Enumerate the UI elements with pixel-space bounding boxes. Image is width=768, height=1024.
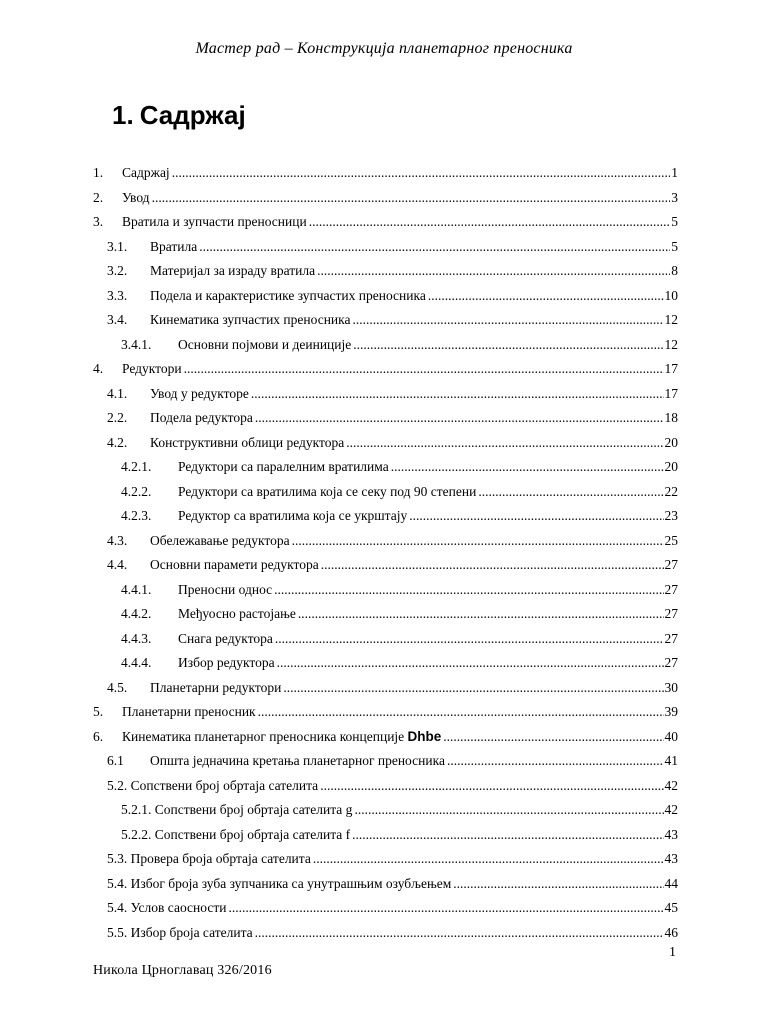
toc-entry[interactable] (0, 161, 768, 186)
toc-dot-leader (443, 725, 663, 750)
toc-dot-leader (391, 455, 664, 480)
toc-entry-number: 3.2. (107, 263, 128, 278)
toc-entry-page: 42 (664, 777, 678, 793)
toc-entry-line (121, 798, 678, 823)
toc-entry-label (150, 749, 445, 774)
toc-entry[interactable] (0, 480, 768, 505)
toc-entry-label (150, 529, 290, 554)
toc-entry-label (150, 259, 315, 284)
toc-entry[interactable] (0, 553, 768, 578)
toc-entry[interactable] (0, 676, 768, 701)
toc-entry-label (107, 896, 226, 921)
toc-entry-page: 43 (664, 826, 678, 842)
toc-entry-label-text: Планетарни редуктори (150, 679, 282, 695)
toc-entry-label-text: Редуктори са вратилима која се секу под 90 степени (178, 483, 477, 499)
toc-entry-label-text: Снага редуктора (178, 630, 273, 646)
toc-entry-line (178, 602, 678, 627)
toc-entry-label (178, 578, 272, 603)
toc-entry-label-text: Конструктивни облици редуктора (150, 434, 345, 450)
toc-entry-page: 41 (664, 753, 678, 768)
table-of-contents (0, 161, 768, 945)
toc-entry-label (122, 725, 441, 750)
toc-entry-label (150, 284, 426, 309)
toc-entry-line (150, 406, 678, 431)
toc-dot-leader (346, 431, 663, 456)
toc-entry-label-text: Кинематика зупчастих преносника (150, 312, 351, 327)
footer-author: Никола Црноглавац 326/2016 (93, 963, 272, 978)
toc-entry[interactable] (0, 749, 768, 774)
toc-entry-line (178, 504, 678, 529)
toc-entry-label (122, 357, 182, 382)
toc-entry[interactable] (0, 406, 768, 431)
toc-entry-page: 8 (671, 263, 678, 278)
toc-dot-leader (172, 161, 671, 186)
toc-entry-label-text: 5.4. Услов саосности (107, 900, 227, 915)
toc-entry-line (122, 161, 678, 186)
toc-dot-leader (152, 186, 671, 211)
toc-entry[interactable] (0, 872, 768, 897)
toc-entry-label (121, 798, 352, 823)
toc-dot-leader (292, 529, 664, 554)
toc-entry-page: 27 (664, 655, 678, 670)
toc-entry-page: 10 (664, 287, 678, 303)
toc-entry[interactable] (0, 529, 768, 554)
toc-dot-leader (277, 651, 664, 676)
toc-entry-line (150, 431, 678, 456)
toc-entry-line (178, 651, 678, 676)
toc-entry-page: 27 (664, 581, 678, 597)
toc-entry-label (150, 235, 197, 260)
toc-entry-page: 1 (671, 165, 678, 180)
toc-dot-leader (320, 774, 663, 799)
toc-entry-label-text: Садржај (122, 165, 170, 180)
toc-dot-leader (283, 676, 663, 701)
toc-entry-page: 45 (664, 900, 678, 915)
toc-entry-number: 2.2. (107, 410, 128, 425)
toc-entry[interactable] (0, 823, 768, 848)
toc-entry[interactable] (0, 896, 768, 921)
toc-dot-leader (275, 627, 664, 652)
toc-entry-line (178, 578, 678, 603)
toc-entry-number: 4. (93, 361, 104, 376)
toc-entry-label (150, 308, 351, 333)
toc-entry-line (107, 896, 678, 921)
toc-dot-leader (184, 357, 664, 382)
toc-entry-number: 3.3. (107, 287, 128, 303)
toc-entry-label (122, 700, 256, 725)
toc-entry[interactable] (0, 210, 768, 235)
toc-entry-line (107, 872, 678, 897)
toc-entry-label-text: Вратила (150, 238, 198, 254)
toc-entry-page: 12 (664, 312, 678, 327)
toc-entry-number: 4.2. (107, 434, 128, 450)
toc-entry-label-text: Основни парамети редуктора (150, 557, 319, 572)
toc-entry-label-text: 5.2.2. Сопствени број обртаја сателита f (121, 826, 351, 842)
toc-entry-number: 4.2.3. (121, 508, 152, 523)
toc-dot-leader (428, 284, 664, 309)
toc-entry-label (178, 480, 476, 505)
toc-entry-page: 12 (664, 336, 678, 352)
toc-entry-label-text: Редуктор са вратилима која се укрштају (178, 508, 408, 523)
toc-dot-leader (354, 798, 663, 823)
toc-entry[interactable] (0, 504, 768, 529)
toc-entry-label (150, 431, 344, 456)
toc-entry-page: 44 (664, 875, 678, 891)
toc-dot-leader (199, 235, 670, 260)
toc-entry-line (150, 382, 678, 407)
toc-entry-label (178, 504, 407, 529)
toc-entry-number: 4.5. (107, 679, 128, 695)
toc-entry-number: 6.1 (107, 753, 124, 768)
toc-entry-label (178, 333, 351, 358)
toc-entry-label (150, 676, 281, 701)
toc-entry-page: 23 (664, 508, 678, 523)
toc-entry-line (122, 186, 678, 211)
toc-entry-label (178, 455, 389, 480)
toc-entry-label (121, 823, 350, 848)
toc-entry[interactable] (0, 651, 768, 676)
toc-entry-label-text: Вратила и зупчасти преносници (122, 214, 307, 229)
toc-entry-page: 17 (664, 385, 678, 401)
toc-entry-page: 27 (664, 606, 678, 621)
toc-entry[interactable] (0, 847, 768, 872)
running-header: Мастер рад – Конструкција планетарног преносника (195, 40, 573, 57)
toc-entry-line (122, 210, 678, 235)
toc-entry-label-text: 5.2. Сопствени број обртаја сателита (107, 777, 319, 793)
toc-entry-number: 3.4.1. (121, 336, 152, 352)
toc-entry[interactable] (0, 455, 768, 480)
toc-entry-page: 46 (664, 924, 678, 940)
toc-entry-line (150, 529, 678, 554)
toc-entry[interactable] (0, 333, 768, 358)
toc-entry-label (122, 210, 307, 235)
toc-entry-label-text: 5.5. Избор броја сателита (107, 924, 253, 940)
toc-entry-label-text: Преносни однос (178, 581, 273, 597)
toc-entry-label-text: Увод (122, 189, 150, 205)
toc-entry[interactable] (0, 284, 768, 309)
toc-entry-label-text: Редуктори са паралелним вратилима (178, 459, 389, 474)
toc-entry-page: 30 (664, 679, 678, 695)
toc-entry-number: 4.4. (107, 557, 128, 572)
toc-entry-page: 25 (664, 532, 678, 548)
toc-entry-label (150, 382, 249, 407)
toc-dot-leader (353, 333, 663, 358)
toc-entry-label-text: Основни појмови и деиниције (178, 336, 352, 352)
toc-entry-label (122, 186, 150, 211)
toc-entry[interactable] (0, 602, 768, 627)
toc-entry[interactable] (0, 578, 768, 603)
toc-entry-number: 4.4.1. (121, 581, 152, 597)
toc-entry-label-text: Материјал за израду вратила (150, 263, 316, 278)
toc-dot-leader (309, 210, 671, 235)
toc-dot-leader (255, 406, 664, 431)
page-number: 1 (669, 945, 676, 960)
toc-entry-label (150, 406, 253, 431)
toc-entry-label-text: Општа једначина кретања планетарног преносника (150, 753, 445, 768)
toc-entry-label-bold: Dhbe (407, 728, 442, 744)
toc-entry[interactable] (0, 627, 768, 652)
toc-entry-label-text: 5.3. Провера броја обртаја сателита (107, 851, 311, 866)
toc-entry-page: 27 (664, 630, 678, 646)
toc-title (112, 100, 246, 131)
toc-title-text: Садржај (139, 100, 246, 130)
toc-entry-page: 42 (664, 802, 678, 817)
toc-entry-number: 4.3. (107, 532, 128, 548)
toc-entry-line (150, 553, 678, 578)
toc-entry-number: 4.4.4. (121, 655, 152, 670)
toc-entry[interactable] (0, 186, 768, 211)
toc-entry-label-text: 5.2.1. Сопствени број обртаја сателита g (121, 802, 353, 817)
toc-entry-line (122, 725, 678, 750)
toc-entry-label (150, 553, 319, 578)
toc-entry-line (107, 921, 678, 946)
toc-entry-page: 20 (664, 459, 678, 474)
toc-entry-page: 5 (671, 238, 678, 254)
toc-entry-page: 22 (664, 483, 678, 499)
toc-entry-label-text: Подела редуктора (150, 410, 253, 425)
toc-dot-leader (258, 700, 664, 725)
toc-dot-leader (409, 504, 663, 529)
toc-entry-label (122, 161, 170, 186)
toc-entry-line (121, 823, 678, 848)
toc-entry-page: 40 (664, 728, 678, 744)
toc-entry-page: 17 (664, 361, 678, 376)
toc-dot-leader (478, 480, 663, 505)
toc-entry[interactable] (0, 798, 768, 823)
toc-entry-line (107, 847, 678, 872)
toc-entry-number: 4.2.1. (121, 459, 152, 474)
toc-entry[interactable] (0, 774, 768, 799)
toc-entry-label (107, 921, 253, 946)
toc-entry-label-text: Редуктори (122, 361, 182, 376)
toc-entry-line (150, 235, 678, 260)
toc-entry-line (178, 333, 678, 358)
toc-entry-line (150, 676, 678, 701)
toc-entry[interactable] (0, 921, 768, 946)
toc-dot-leader (274, 578, 663, 603)
toc-dot-leader (317, 259, 670, 284)
toc-entry-page: 20 (664, 434, 678, 450)
toc-entry-label (107, 847, 311, 872)
toc-entry-line (150, 749, 678, 774)
toc-entry[interactable] (0, 357, 768, 382)
toc-entry-label-text: Кинематика планетарног преносника концепције (122, 728, 405, 744)
toc-entry-label (178, 602, 296, 627)
toc-entry-page: 27 (664, 557, 678, 572)
toc-entry[interactable] (0, 700, 768, 725)
toc-entry-number: 4.1. (107, 385, 128, 401)
toc-entry-line (150, 284, 678, 309)
toc-entry[interactable] (0, 725, 768, 750)
toc-dot-leader (298, 602, 664, 627)
toc-entry-line (122, 700, 678, 725)
toc-entry[interactable] (0, 235, 768, 260)
toc-entry[interactable] (0, 259, 768, 284)
toc-entry-number: 1. (93, 165, 104, 180)
toc-dot-leader (352, 823, 663, 848)
toc-entry-label-text: Подела и карактеристике зупчастих преносника (150, 287, 426, 303)
toc-dot-leader (255, 921, 664, 946)
toc-entry-number: 4.4.2. (121, 606, 152, 621)
toc-entry-page: 3 (671, 189, 678, 205)
toc-entry-line (178, 455, 678, 480)
toc-title-number: 1. (112, 100, 134, 130)
toc-dot-leader (453, 872, 663, 897)
toc-entry-number: 4.4.3. (121, 630, 152, 646)
toc-entry-line (107, 774, 678, 799)
toc-entry[interactable] (0, 382, 768, 407)
toc-dot-leader (321, 553, 664, 578)
toc-entry-line (150, 259, 678, 284)
toc-entry-label-text: Планетарни преносник (122, 704, 256, 719)
toc-entry-number: 5. (93, 704, 104, 719)
toc-dot-leader (251, 382, 664, 407)
toc-entry-page: 39 (664, 704, 678, 719)
toc-entry-line (178, 627, 678, 652)
toc-entry[interactable] (0, 431, 768, 456)
toc-entry-label-text: Међуосно растојање (178, 606, 296, 621)
toc-entry-number: 2. (93, 189, 104, 205)
toc-dot-leader (228, 896, 663, 921)
toc-entry-label (107, 872, 451, 897)
toc-dot-leader (353, 308, 664, 333)
toc-entry-line (122, 357, 678, 382)
toc-entry-number: 6. (93, 728, 104, 744)
toc-entry-page: 43 (664, 851, 678, 866)
toc-entry-label-text: 5.4. Избог броја зуба зупчаника са унутрашњим озубљењем (107, 875, 452, 891)
toc-entry-label (178, 627, 273, 652)
toc-entry-label-text: Обележавање редуктора (150, 532, 290, 548)
toc-entry[interactable] (0, 308, 768, 333)
toc-entry-number: 3.1. (107, 238, 128, 254)
toc-entry-line (150, 308, 678, 333)
toc-entry-page: 18 (664, 410, 678, 425)
toc-entry-number: 3. (93, 214, 104, 229)
toc-entry-label (107, 774, 318, 799)
toc-entry-number: 4.2.2. (121, 483, 152, 499)
toc-entry-page: 5 (671, 214, 678, 229)
toc-entry-label-text: Увод у редукторе (150, 385, 249, 401)
toc-dot-leader (313, 847, 664, 872)
toc-entry-number: 3.4. (107, 312, 128, 327)
toc-dot-leader (447, 749, 664, 774)
toc-entry-line (178, 480, 678, 505)
toc-entry-label-text: Избор редуктора (178, 655, 275, 670)
toc-entry-label (178, 651, 275, 676)
